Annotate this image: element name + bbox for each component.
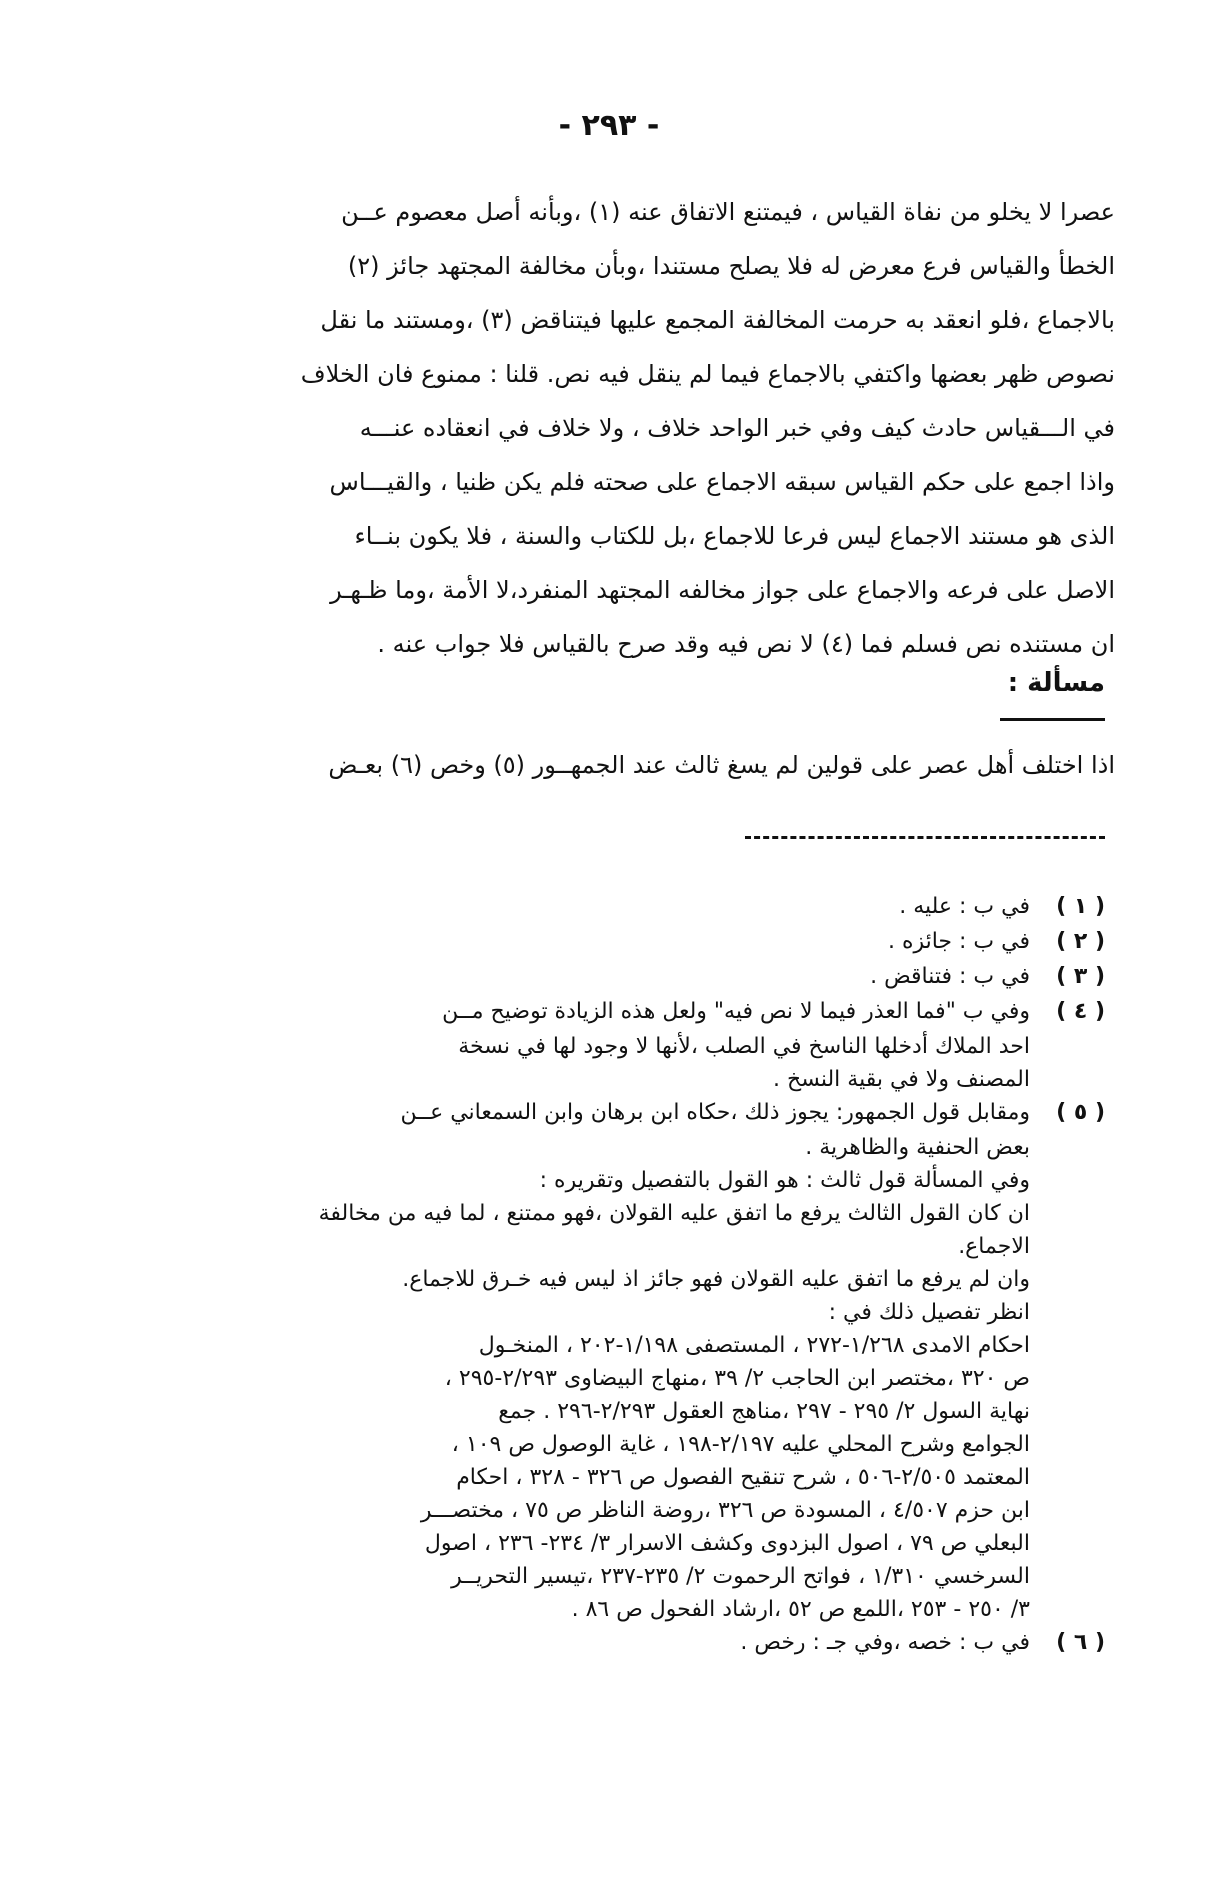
footnote-line: المعتمد ٢/٥٠٥-٥٠٦ ، شرح تنقيح الفصول ص ٣٢٦ - ٣٢٨ ، احكام bbox=[456, 1465, 1030, 1490]
footnote-number: ( ٣ ) bbox=[1056, 964, 1105, 989]
footnote-6 bbox=[150, 1626, 1105, 1659]
text-line: نصوص ظهر بعضها واكتفي بالاجماع فيما لم ينقل فيه نص. قلنا : ممنوع فان الخلاف bbox=[300, 360, 1115, 388]
footnote-text: وفي ب "فما العذر فيما لا نص فيه" ولعل هذه الزيادة توضيح مــن bbox=[442, 999, 1030, 1024]
footnote-number: ( ٤ ) bbox=[1056, 999, 1105, 1024]
footnote-1 bbox=[150, 890, 1105, 923]
footnote-line: الجوامع وشرح المحلي عليه ٢/١٩٧-١٩٨ ، غاية الوصول ص ١٠٩ ، bbox=[451, 1432, 1030, 1457]
footnote-line: نهاية السول ٢/ ٢٩٥ - ٢٩٧ ،مناهج العقول ٢/٢٩٣-٢٩٦ . جمع bbox=[498, 1399, 1030, 1424]
footnote-number: ( ٢ ) bbox=[1056, 929, 1105, 954]
footnote-3 bbox=[150, 960, 1105, 993]
text-line: الاصل على فرعه والاجماع على جواز مخالفه المجتهد المنفرد،لا الأمة ،وما ظـهـر bbox=[330, 576, 1115, 604]
footnote-line: ٣/ ٢٥٠ - ٢٥٣ ،اللمع ص ٥٢ ،ارشاد الفحول ص ٨٦ . bbox=[571, 1597, 1030, 1622]
text-line: الخطأ والقياس فرع معرض له فلا يصلح مستندا ،وبأن مخالفة المجتهد جائز (٢) bbox=[347, 252, 1115, 280]
text-line-after-heading: اذا اختلف أهل عصر على قولين لم يسغ ثالث عند الجمهــور (٥) وخص (٦) بعـض bbox=[328, 751, 1115, 779]
footnote-4 bbox=[150, 995, 1105, 1028]
text-line: ان مستنده نص فسلم فما (٤) لا نص فيه وقد صرح بالقياس فلا جواب عنه . bbox=[377, 630, 1115, 658]
footnote-line: احكام الامدى ١/٢٦٨-٢٧٢ ، المستصفى ١/١٩٨-٢٠٢ ، المنخـول bbox=[478, 1333, 1030, 1358]
main-text bbox=[170, 185, 1115, 671]
footnote-2 bbox=[150, 925, 1105, 958]
footnote-text: في ب : فتناقض . bbox=[870, 964, 1030, 989]
footnote-line: السرخسي ١/٣١٠ ، فواتح الرحموت ٢/ ٢٣٥-٢٣٧ ،تيسير التحريــر bbox=[451, 1564, 1030, 1589]
section-heading: مسألة : bbox=[1007, 668, 1105, 698]
heading-underline bbox=[1000, 718, 1105, 721]
footnote-line: ان كان القول الثالث يرفع ما اتفق عليه القولان ،فهو ممتنع ، لما فيه من مخالفة bbox=[318, 1201, 1030, 1226]
footnote-number: ( ٦ ) bbox=[1056, 1630, 1105, 1655]
footnote-line: بعض الحنفية والظاهرية . bbox=[805, 1135, 1030, 1160]
footnote-line: ص ٣٢٠ ،مختصر ابن الحاجب ٢/ ٣٩ ،منهاج البيضاوى ٢/٢٩٣-٢٩٥ ، bbox=[444, 1366, 1030, 1391]
footnote-line: وان لم يرفع ما اتفق عليه القولان فهو جائز اذ ليس فيه خـرق للاجماع. bbox=[402, 1267, 1030, 1292]
footnote-line: ابن حزم ٤/٥٠٧ ، المسودة ص ٣٢٦ ،روضة الناظر ص ٧٥ ، مختصـــر bbox=[420, 1498, 1030, 1523]
footnote-line: الاجماع. bbox=[958, 1234, 1030, 1259]
text-line: الذى هو مستند الاجماع ليس فرعا للاجماع ،بل للكتاب والسنة ، فلا يكون بنــاء bbox=[354, 522, 1115, 550]
footnote-line: انظر تفصيل ذلك في : bbox=[828, 1300, 1030, 1325]
text-line: في الـــقياس حادث كيف وفي خبر الواحد خلاف ، ولا خلاف في انعقاده عنـــه bbox=[359, 414, 1115, 442]
footnote-text: في ب : جائزه . bbox=[887, 929, 1030, 954]
page-number: - ٢٩٣ - bbox=[558, 108, 660, 143]
footnote-line: احد الملاك أدخلها الناسخ في الصلب ،لأنها لا وجود لها في نسخة bbox=[458, 1034, 1030, 1059]
footnote-text: في ب : عليه . bbox=[899, 894, 1030, 919]
footnote-number: ( ٥ ) bbox=[1056, 1100, 1105, 1125]
footnote-text: ومقابل قول الجمهور: يجوز ذلك ،حكاه ابن برهان وابن السمعاني عــن bbox=[400, 1100, 1030, 1125]
footnote-divider bbox=[745, 836, 1105, 839]
footnotes bbox=[150, 890, 1105, 1661]
footnote-number: ( ١ ) bbox=[1056, 894, 1105, 919]
footnote-line: البعلي ص ٧٩ ، اصول البزدوى وكشف الاسرار ٣/ ٢٣٤- ٢٣٦ ، اصول bbox=[424, 1531, 1030, 1556]
text-line: واذا اجمع على حكم القياس سبقه الاجماع على صحته فلم يكن ظنيا ، والقيـــاس bbox=[329, 468, 1115, 496]
footnote-5 bbox=[150, 1096, 1105, 1129]
footnote-text: في ب : خصه ،وفي جـ : رخص . bbox=[740, 1630, 1030, 1655]
text-line: عصرا لا يخلو من نفاة القياس ، فيمتنع الاتفاق عنه (١) ،وبأنه أصل معصوم عــن bbox=[341, 198, 1115, 226]
footnote-line: المصنف ولا في بقية النسخ . bbox=[773, 1067, 1030, 1092]
footnote-line: وفي المسألة قول ثالث : هو القول بالتفصيل وتقريره : bbox=[539, 1168, 1030, 1193]
text-line: بالاجماع ،فلو انعقد به حرمت المخالفة المجمع عليها فيتناقض (٣) ،ومستند ما نقل bbox=[320, 306, 1115, 334]
